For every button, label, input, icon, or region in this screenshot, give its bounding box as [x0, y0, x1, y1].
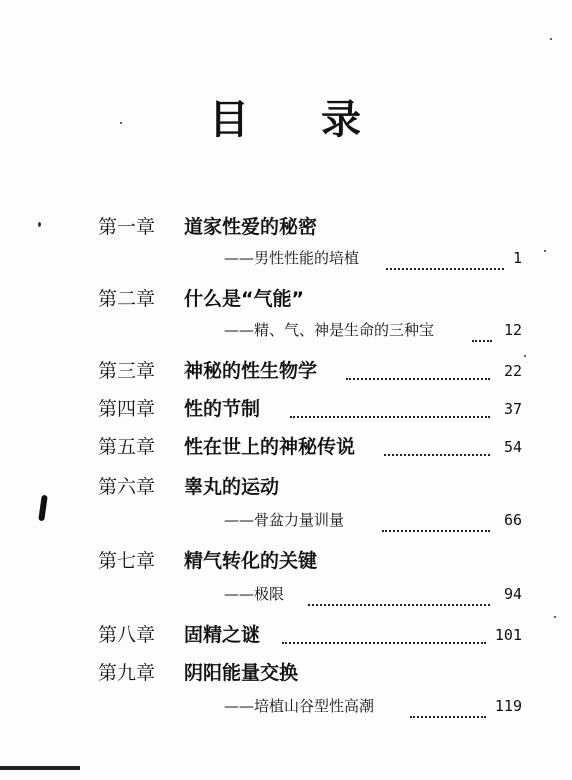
page-number: 54: [503, 438, 522, 456]
toc-entry-ch9[interactable]: [0, 658, 572, 688]
chapter-title: 什么是“气能”: [184, 288, 304, 310]
chapter-label: 第七章: [98, 550, 156, 572]
scan-speck: [554, 616, 556, 618]
toc-entry-ch2[interactable]: [0, 284, 572, 314]
toc-entry-ch4[interactable]: [0, 394, 572, 424]
scan-speck: [524, 355, 526, 357]
dot-leader: [382, 508, 490, 532]
chapter-title: 精气转化的关键: [184, 550, 318, 572]
page-number: 119: [494, 697, 522, 715]
page-number: 1: [512, 249, 522, 267]
chapter-subtitle: ——男性性能的培植: [224, 249, 360, 267]
chapter-label: 第六章: [98, 476, 156, 498]
chapter-label: 第八章: [98, 624, 156, 646]
page-number: 12: [503, 321, 522, 339]
title-char-1: 目: [209, 97, 251, 143]
scan-speck: [550, 38, 552, 40]
dot-leader: [384, 436, 490, 456]
chapter-label: 第一章: [98, 216, 156, 238]
dot-leader: [410, 694, 486, 718]
chapter-title: 性的节制: [184, 398, 261, 420]
toc-subentry-ch7[interactable]: [0, 582, 572, 612]
page-number: 37: [503, 400, 522, 418]
chapter-label: 第三章: [98, 360, 156, 382]
page-number: 66: [503, 511, 522, 529]
dot-leader: [308, 582, 490, 606]
toc-entry-ch6[interactable]: [0, 472, 572, 502]
scan-speck: [544, 250, 546, 252]
dot-leader: [282, 624, 486, 644]
chapter-title: 性在世上的神秘传说: [184, 436, 356, 458]
chapter-subtitle: ——极限: [224, 585, 285, 603]
page-number: 101: [494, 626, 522, 644]
chapter-subtitle: ——骨盆力量训量: [224, 511, 345, 529]
title-char-2: 录: [321, 97, 363, 143]
chapter-title: 睾丸的运动: [184, 476, 280, 498]
dot-leader: [346, 360, 490, 380]
page-number: 94: [503, 585, 522, 603]
chapter-subtitle: ——精、气、神是生命的三种宝: [224, 321, 435, 339]
toc-entry-ch3[interactable]: [0, 356, 572, 386]
chapter-title: 阴阳能量交换: [184, 662, 299, 684]
page-number: 22: [503, 362, 522, 380]
page-title: [0, 88, 572, 145]
toc-subentry-ch1[interactable]: [0, 246, 572, 276]
chapter-label: 第五章: [98, 436, 156, 458]
dot-leader: [290, 398, 490, 418]
toc-entry-ch5[interactable]: [0, 432, 572, 462]
chapter-title: 固精之谜: [184, 624, 261, 646]
chapter-title: 道家性爱的秘密: [184, 216, 318, 238]
chapter-title: 神秘的性生物学: [184, 360, 318, 382]
chapter-label: 第四章: [98, 398, 156, 420]
scan-edge: [0, 766, 80, 770]
toc-entry-ch7[interactable]: [0, 546, 572, 576]
scan-speck: [120, 122, 122, 124]
toc-entry-ch1[interactable]: [0, 212, 572, 242]
toc-subentry-ch6[interactable]: [0, 508, 572, 538]
chapter-label: 第二章: [98, 288, 156, 310]
scan-speck: [38, 222, 41, 227]
toc-entry-ch8[interactable]: [0, 620, 572, 650]
chapter-label: 第九章: [98, 662, 156, 684]
toc-subentry-ch9[interactable]: [0, 694, 572, 724]
toc-subentry-ch2[interactable]: [0, 318, 572, 348]
chapter-subtitle: ——培植山谷型性高潮: [224, 697, 375, 715]
dot-leader: [472, 318, 492, 342]
dot-leader: [386, 246, 504, 270]
